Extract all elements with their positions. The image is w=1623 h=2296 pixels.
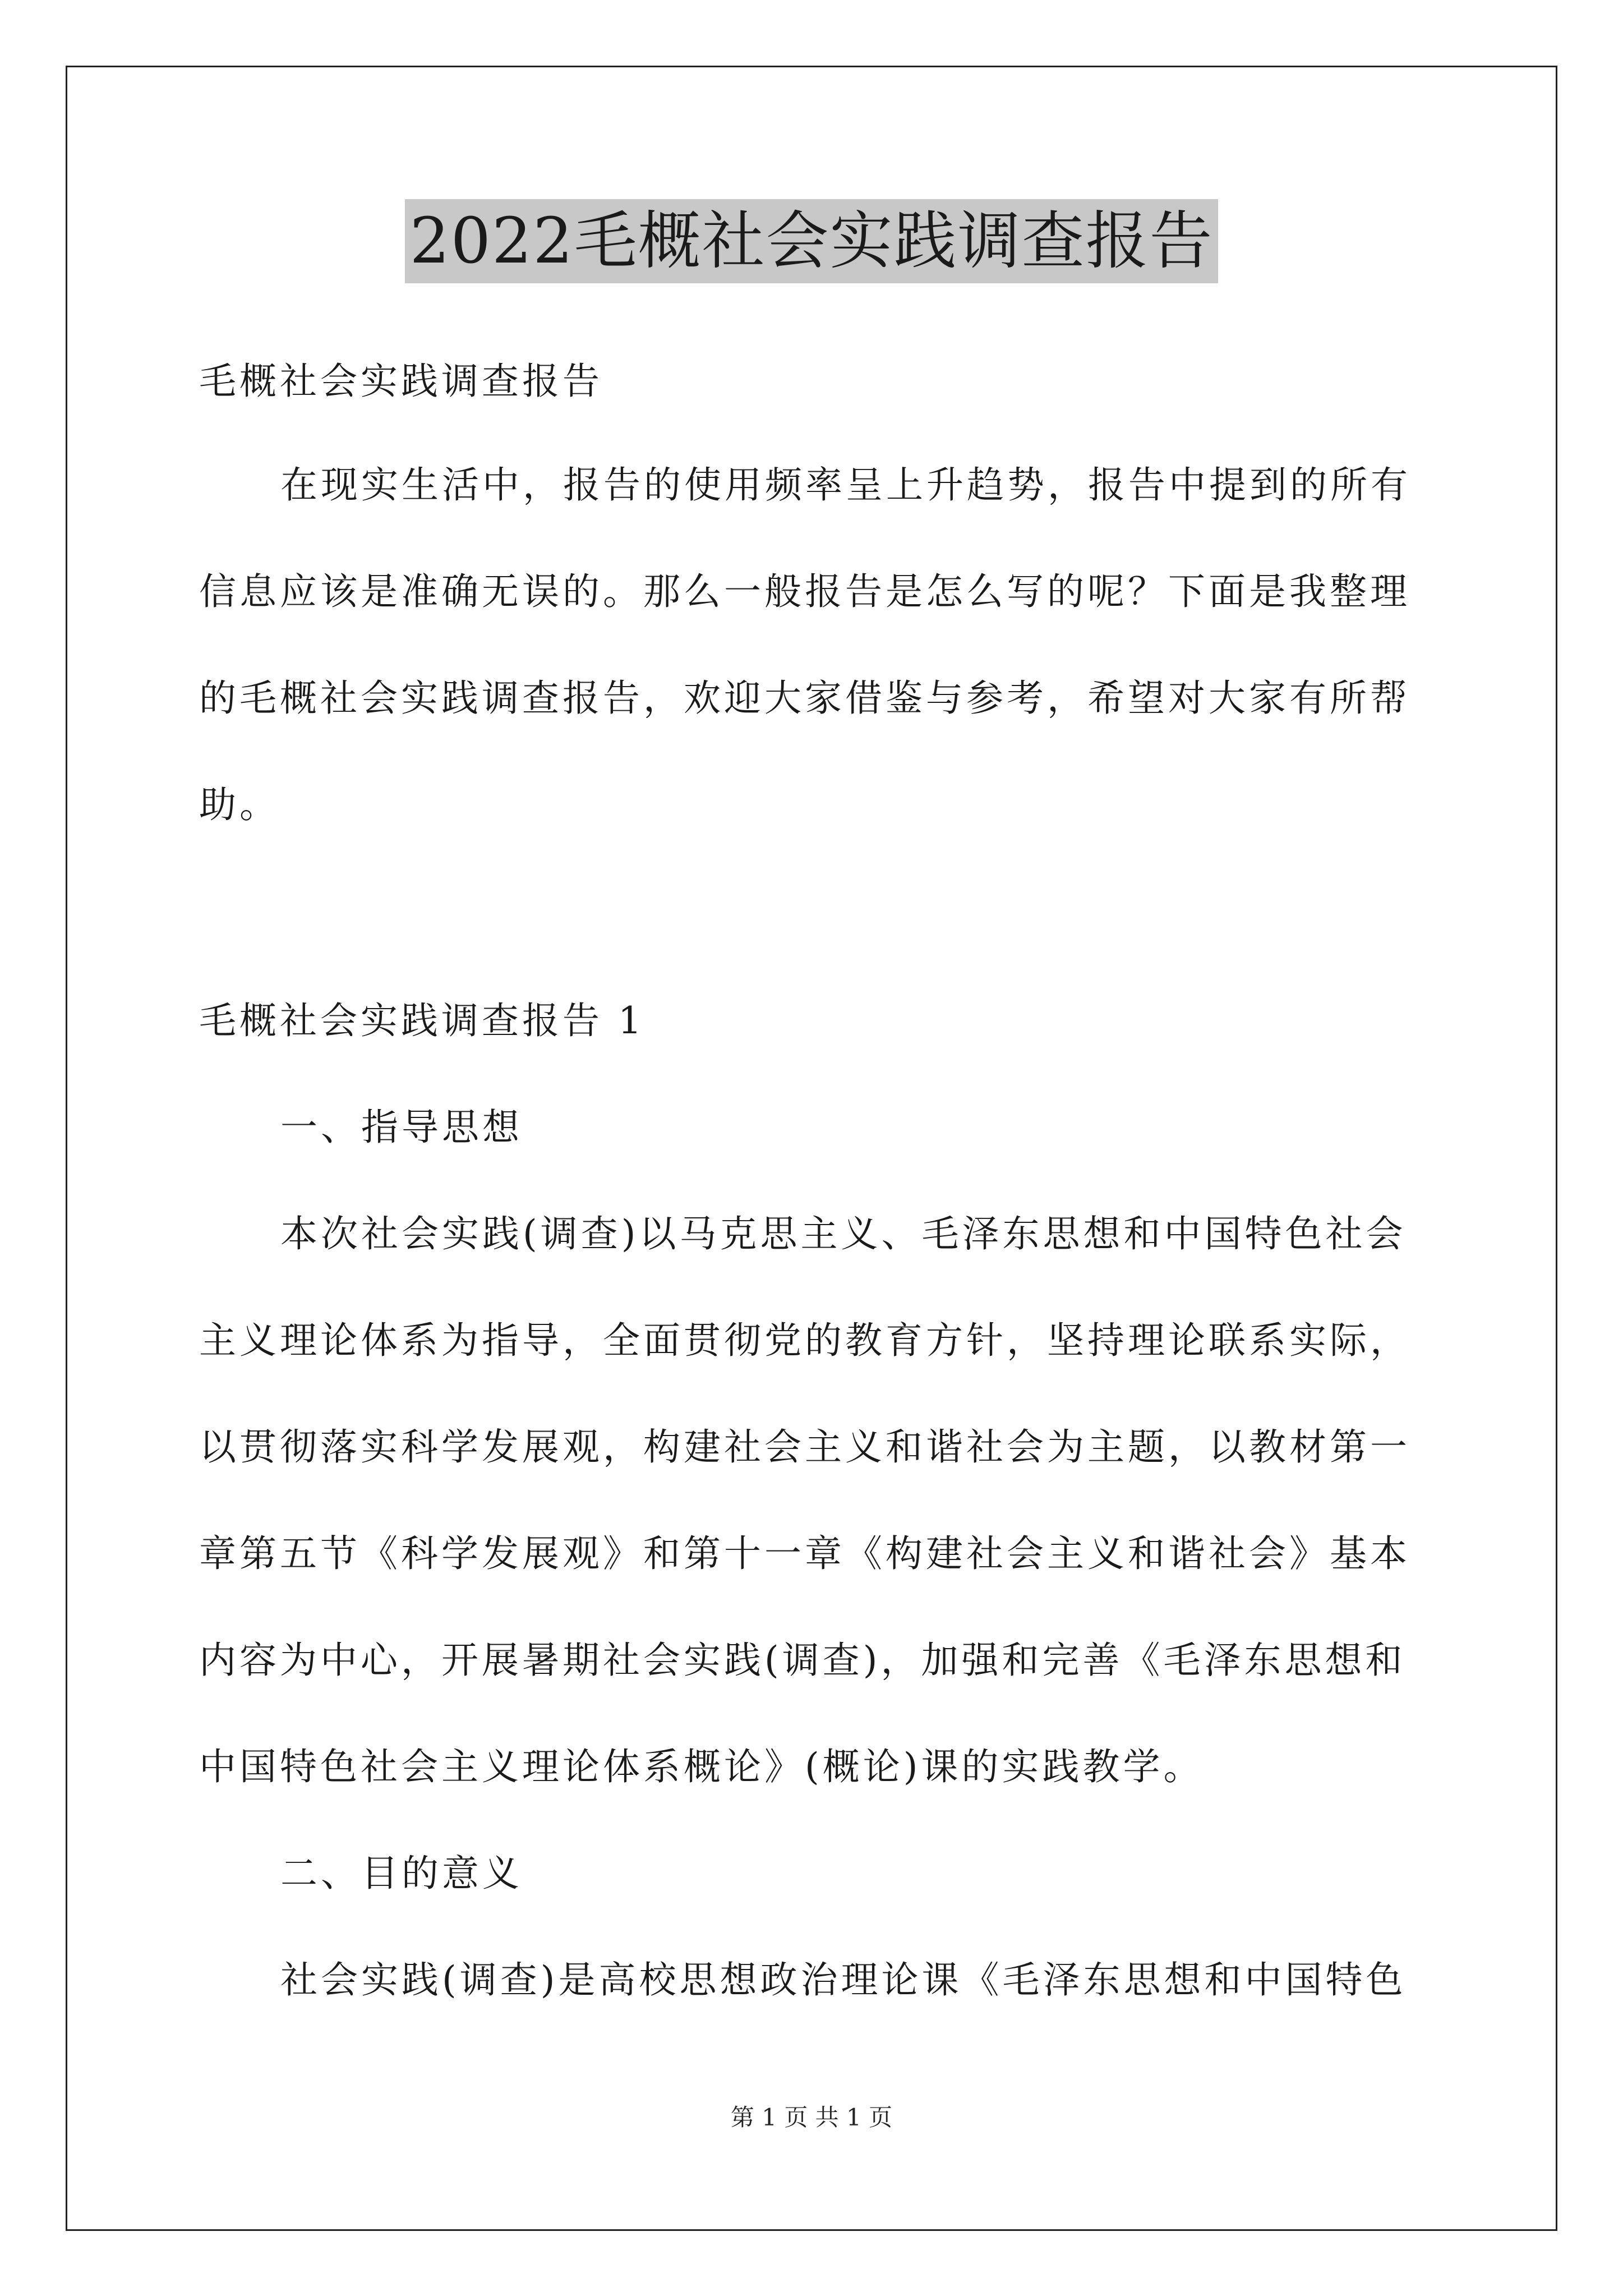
paragraph-line: 内容为中心，开展暑期社会实践(调查)，加强和完善《毛泽东思想和 — [199, 1639, 1406, 1682]
page-footer: 第 1 页 共 1 页 — [730, 2104, 893, 2131]
subsection-heading: 二、目的意义 — [280, 1852, 523, 1895]
document-title: 2022毛概社会实践调查报告 — [405, 199, 1218, 283]
subtitle-line: 毛概社会实践调查报告 — [199, 360, 603, 403]
paragraph-line: 以贯彻落实科学发展观，构建社会主义和谐社会为主题，以教材第一 — [199, 1425, 1410, 1469]
paragraph-line: 章第五节《科学发展观》和第十一章《构建社会主义和谐社会》基本 — [199, 1532, 1410, 1575]
paragraph-line: 的毛概社会实践调查报告，欢迎大家借鉴与参考，希望对大家有所帮 — [199, 677, 1410, 720]
paragraph-line: 信息应该是准确无误的。那么一般报告是怎么写的呢？下面是我整理 — [199, 570, 1410, 613]
section-heading: 毛概社会实践调查报告 1 — [199, 999, 645, 1042]
subsection-heading: 一、指导思想 — [280, 1106, 523, 1149]
paragraph-line: 社会实践(调查)是高校思想政治理论课《毛泽东思想和中国特色 — [280, 1958, 1407, 2001]
paragraph-line: 主义理论体系为指导，全面贯彻党的教育方针，坚持理论联系实际， — [199, 1319, 1410, 1362]
paragraph-line: 中国特色社会主义理论体系概论》(概论)课的实践教学。 — [199, 1745, 1204, 1788]
paragraph-line: 助。 — [199, 783, 280, 826]
paragraph-line: 本次社会实践(调查)以马克思主义、毛泽东思想和中国特色社会 — [280, 1212, 1407, 1255]
title-container — [0, 199, 1623, 283]
paragraph-line: 在现实生活中，报告的使用频率呈上升趋势，报告中提到的所有 — [280, 463, 1411, 507]
